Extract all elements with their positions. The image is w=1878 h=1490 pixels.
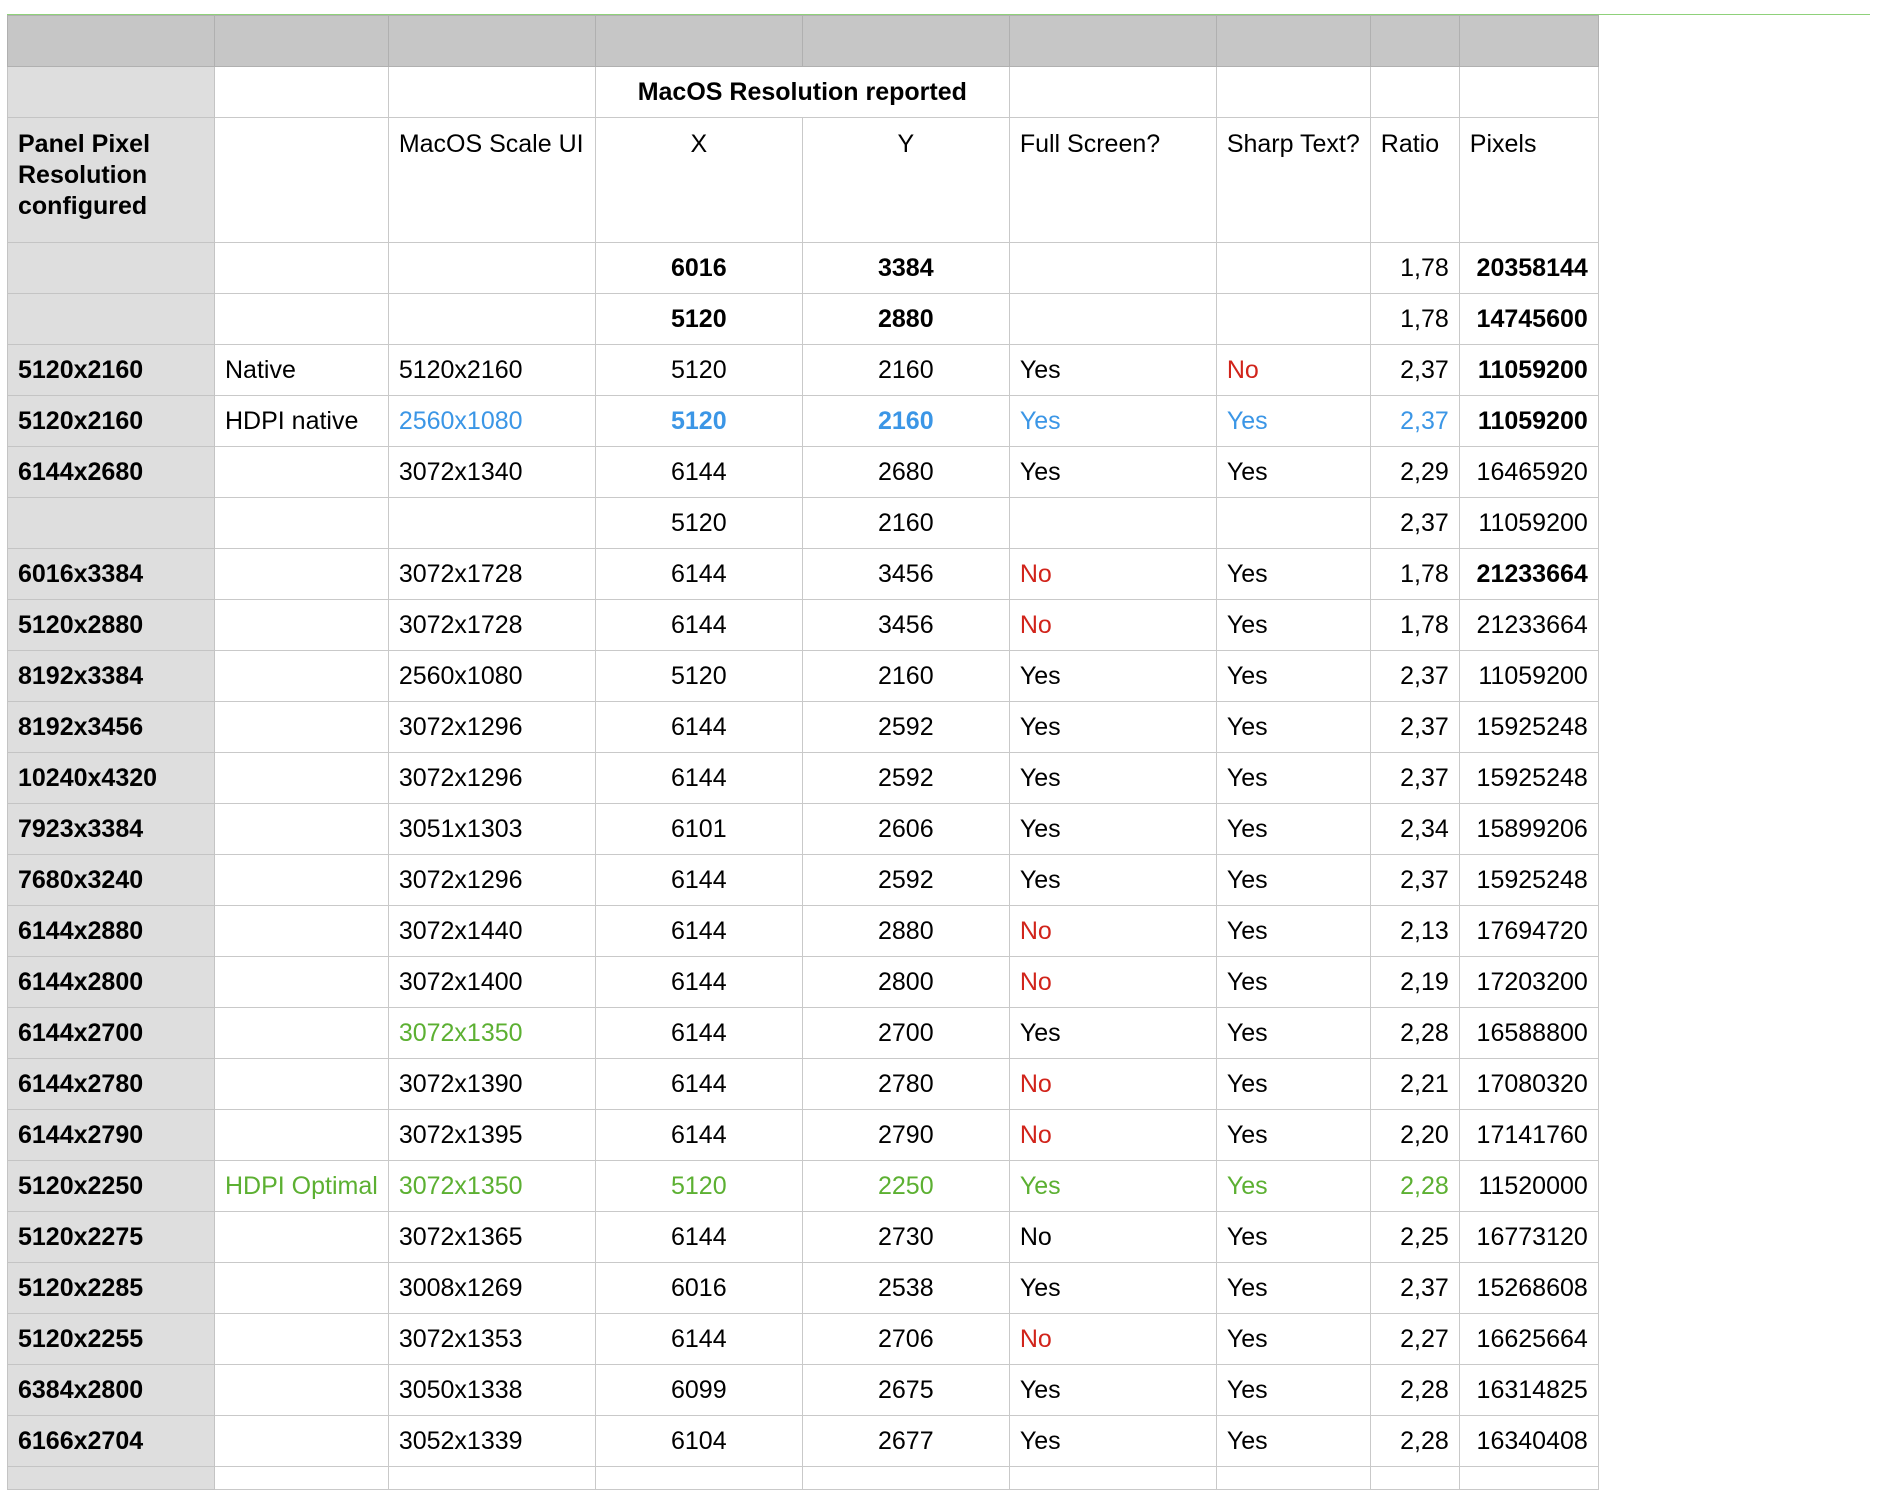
sharp-text-cell[interactable]: Yes (1216, 1059, 1370, 1110)
panel-resolution-cell[interactable]: 6384x2800 (8, 1365, 215, 1416)
full-screen-cell[interactable]: Yes (1009, 396, 1216, 447)
sharp-text-cell[interactable]: Yes (1216, 1365, 1370, 1416)
y-cell[interactable]: 2160 (802, 651, 1009, 702)
pixels-cell[interactable]: 11059200 (1459, 396, 1598, 447)
full-screen-cell[interactable]: Yes (1009, 1263, 1216, 1314)
table-row (8, 1059, 1599, 1110)
table-row (8, 1110, 1599, 1161)
x-cell[interactable]: 6101 (595, 804, 802, 855)
full-screen-cell[interactable]: No (1009, 600, 1216, 651)
full-screen-cell[interactable] (1009, 294, 1216, 345)
ratio-cell[interactable]: 1,78 (1370, 294, 1459, 345)
pixels-cell[interactable]: 16465920 (1459, 447, 1598, 498)
panel-resolution-cell[interactable]: 10240x4320 (8, 753, 215, 804)
partial-bottom-row (8, 1467, 1599, 1490)
macos-resolution-title[interactable]: MacOS Resolution reported (595, 67, 1009, 118)
y-cell[interactable]: 2250 (802, 1161, 1009, 1212)
panel-resolution-cell[interactable]: 6144x2780 (8, 1059, 215, 1110)
label-cell[interactable] (215, 855, 389, 906)
full-screen-cell[interactable]: No (1009, 1314, 1216, 1365)
label-cell[interactable]: HDPI Optimal (215, 1161, 389, 1212)
y-cell[interactable]: 3456 (802, 600, 1009, 651)
sharp-text-cell[interactable]: Yes (1216, 1212, 1370, 1263)
header-x[interactable]: X (595, 118, 802, 243)
pixels-cell[interactable]: 17080320 (1459, 1059, 1598, 1110)
full-screen-cell[interactable]: Yes (1009, 1416, 1216, 1467)
scale-ui-cell[interactable]: 3072x1296 (388, 753, 595, 804)
x-cell[interactable]: 6016 (595, 1263, 802, 1314)
column-header-row (8, 118, 1599, 243)
header-pixels[interactable]: Pixels (1459, 118, 1598, 243)
full-screen-cell[interactable]: Yes (1009, 1161, 1216, 1212)
pixels-cell[interactable]: 15925248 (1459, 855, 1598, 906)
x-cell[interactable]: 6144 (595, 1110, 802, 1161)
label-cell[interactable] (215, 498, 389, 549)
cell[interactable] (1216, 16, 1370, 67)
pixels-cell[interactable]: 17694720 (1459, 906, 1598, 957)
sharp-text-cell[interactable]: Yes (1216, 855, 1370, 906)
table-row (8, 651, 1599, 702)
table-row (8, 1416, 1599, 1467)
y-cell[interactable]: 2700 (802, 1008, 1009, 1059)
ratio-cell[interactable]: 2,13 (1370, 906, 1459, 957)
pixels-cell[interactable]: 17203200 (1459, 957, 1598, 1008)
panel-resolution-cell[interactable] (8, 498, 215, 549)
scale-ui-cell[interactable]: 5120x2160 (388, 345, 595, 396)
ratio-cell[interactable]: 2,37 (1370, 498, 1459, 549)
ratio-cell[interactable]: 2,28 (1370, 1416, 1459, 1467)
full-screen-cell[interactable]: Yes (1009, 753, 1216, 804)
cell[interactable] (215, 67, 389, 118)
y-cell[interactable]: 2592 (802, 702, 1009, 753)
x-cell[interactable]: 6144 (595, 447, 802, 498)
x-cell[interactable]: 6099 (595, 1365, 802, 1416)
ratio-cell[interactable]: 1,78 (1370, 243, 1459, 294)
panel-resolution-cell[interactable]: 6144x2880 (8, 906, 215, 957)
sharp-text-cell[interactable]: Yes (1216, 396, 1370, 447)
panel-resolution-cell[interactable]: 6144x2700 (8, 1008, 215, 1059)
ratio-cell[interactable]: 2,34 (1370, 804, 1459, 855)
table-row (8, 804, 1599, 855)
full-screen-cell[interactable]: No (1009, 1110, 1216, 1161)
table-row (8, 600, 1599, 651)
cell[interactable] (595, 1467, 802, 1490)
ratio-cell[interactable]: 1,78 (1370, 600, 1459, 651)
pixels-cell[interactable]: 11059200 (1459, 498, 1598, 549)
table-row (8, 906, 1599, 957)
full-screen-cell[interactable]: Yes (1009, 855, 1216, 906)
panel-resolution-cell[interactable]: 7680x3240 (8, 855, 215, 906)
full-screen-cell[interactable]: No (1009, 957, 1216, 1008)
panel-resolution-cell[interactable]: 5120x2160 (8, 345, 215, 396)
full-screen-cell[interactable]: No (1009, 549, 1216, 600)
label-cell[interactable] (215, 702, 389, 753)
ratio-cell[interactable]: 2,25 (1370, 1212, 1459, 1263)
y-cell[interactable]: 2675 (802, 1365, 1009, 1416)
label-cell[interactable] (215, 1008, 389, 1059)
panel-resolution-cell[interactable]: 5120x2250 (8, 1161, 215, 1212)
y-cell[interactable]: 3456 (802, 549, 1009, 600)
scale-ui-cell[interactable]: 3008x1269 (388, 1263, 595, 1314)
table-row (8, 1365, 1599, 1416)
panel-resolution-cell[interactable]: 6144x2680 (8, 447, 215, 498)
ratio-cell[interactable]: 2,20 (1370, 1110, 1459, 1161)
full-screen-cell[interactable]: Yes (1009, 651, 1216, 702)
sharp-text-cell[interactable]: Yes (1216, 549, 1370, 600)
y-cell[interactable]: 2606 (802, 804, 1009, 855)
header-sharp-text[interactable]: Sharp Text? (1216, 118, 1370, 243)
pixels-cell[interactable]: 15899206 (1459, 804, 1598, 855)
table-row (8, 1314, 1599, 1365)
cell[interactable] (595, 16, 802, 67)
resolution-table (7, 15, 1599, 1490)
pixels-cell[interactable]: 15925248 (1459, 702, 1598, 753)
x-cell[interactable]: 6144 (595, 753, 802, 804)
scale-ui-cell[interactable]: 3072x1353 (388, 1314, 595, 1365)
sharp-text-cell[interactable] (1216, 294, 1370, 345)
scale-ui-cell[interactable]: 3072x1296 (388, 855, 595, 906)
pixels-cell[interactable]: 15268608 (1459, 1263, 1598, 1314)
cell[interactable] (388, 16, 595, 67)
panel-resolution-cell[interactable]: 6144x2800 (8, 957, 215, 1008)
x-cell[interactable]: 6144 (595, 600, 802, 651)
sharp-text-cell[interactable]: Yes (1216, 702, 1370, 753)
x-cell[interactable]: 6144 (595, 702, 802, 753)
pixels-cell[interactable]: 21233664 (1459, 600, 1598, 651)
y-cell[interactable]: 2800 (802, 957, 1009, 1008)
cell[interactable] (1009, 67, 1216, 118)
x-cell[interactable]: 5120 (595, 498, 802, 549)
y-cell[interactable]: 2160 (802, 396, 1009, 447)
sharp-text-cell[interactable]: No (1216, 345, 1370, 396)
x-cell[interactable]: 6144 (595, 1059, 802, 1110)
scale-ui-cell[interactable]: 3072x1728 (388, 600, 595, 651)
scale-ui-cell[interactable] (388, 243, 595, 294)
label-cell[interactable]: Native (215, 345, 389, 396)
cell[interactable] (8, 1467, 215, 1490)
label-cell[interactable] (215, 1263, 389, 1314)
table-row (8, 243, 1599, 294)
cell[interactable] (1216, 1467, 1370, 1490)
ratio-cell[interactable]: 2,28 (1370, 1008, 1459, 1059)
label-cell[interactable] (215, 1110, 389, 1161)
y-cell[interactable]: 3384 (802, 243, 1009, 294)
full-screen-cell[interactable]: Yes (1009, 447, 1216, 498)
scale-ui-cell[interactable]: 3072x1390 (388, 1059, 595, 1110)
scale-ui-cell[interactable]: 3050x1338 (388, 1365, 595, 1416)
full-screen-cell[interactable]: Yes (1009, 804, 1216, 855)
ratio-cell[interactable]: 2,29 (1370, 447, 1459, 498)
scale-ui-cell[interactable]: 3072x1728 (388, 549, 595, 600)
sharp-text-cell[interactable]: Yes (1216, 1110, 1370, 1161)
y-cell[interactable]: 2706 (802, 1314, 1009, 1365)
label-cell[interactable] (215, 753, 389, 804)
table-row (8, 1161, 1599, 1212)
cell[interactable] (1370, 16, 1459, 67)
scale-ui-cell[interactable]: 3072x1350 (388, 1161, 595, 1212)
y-cell[interactable]: 2680 (802, 447, 1009, 498)
pixels-cell[interactable]: 17141760 (1459, 1110, 1598, 1161)
sharp-text-cell[interactable]: Yes (1216, 447, 1370, 498)
y-cell[interactable]: 2880 (802, 906, 1009, 957)
table-row (8, 396, 1599, 447)
sharp-text-cell[interactable]: Yes (1216, 600, 1370, 651)
table-row (8, 1008, 1599, 1059)
header-macos-scale-ui[interactable]: MacOS Scale UI (388, 118, 595, 243)
pixels-cell[interactable]: 11520000 (1459, 1161, 1598, 1212)
ratio-cell[interactable]: 2,27 (1370, 1314, 1459, 1365)
scale-ui-cell[interactable] (388, 294, 595, 345)
cell[interactable] (1459, 16, 1598, 67)
y-cell[interactable]: 2592 (802, 753, 1009, 804)
pixels-cell[interactable]: 11059200 (1459, 651, 1598, 702)
scale-ui-cell[interactable]: 3072x1350 (388, 1008, 595, 1059)
cell[interactable] (1009, 16, 1216, 67)
x-cell[interactable]: 6144 (595, 1212, 802, 1263)
full-screen-cell[interactable] (1009, 498, 1216, 549)
scale-ui-cell[interactable]: 2560x1080 (388, 396, 595, 447)
pixels-cell[interactable]: 16340408 (1459, 1416, 1598, 1467)
cell[interactable] (802, 16, 1009, 67)
scale-ui-cell[interactable]: 3052x1339 (388, 1416, 595, 1467)
x-cell[interactable]: 6144 (595, 549, 802, 600)
table-row (8, 1212, 1599, 1263)
panel-resolution-cell[interactable]: 6144x2790 (8, 1110, 215, 1161)
pixels-cell[interactable]: 16314825 (1459, 1365, 1598, 1416)
ratio-cell[interactable]: 2,37 (1370, 702, 1459, 753)
table-row (8, 855, 1599, 906)
scale-ui-cell[interactable]: 3072x1440 (388, 906, 595, 957)
ratio-cell[interactable]: 1,78 (1370, 549, 1459, 600)
y-cell[interactable]: 2780 (802, 1059, 1009, 1110)
cell[interactable] (1370, 1467, 1459, 1490)
x-cell[interactable]: 5120 (595, 345, 802, 396)
header-panel-pixel-resolution[interactable]: Panel Pixel Resolution configured (8, 118, 215, 243)
cell[interactable] (215, 16, 389, 67)
x-cell[interactable]: 6144 (595, 957, 802, 1008)
y-cell[interactable]: 2730 (802, 1212, 1009, 1263)
y-cell[interactable]: 2592 (802, 855, 1009, 906)
label-cell[interactable] (215, 600, 389, 651)
sharp-text-cell[interactable]: Yes (1216, 1416, 1370, 1467)
scale-ui-cell[interactable] (388, 498, 595, 549)
scale-ui-cell[interactable]: 3051x1303 (388, 804, 595, 855)
header-ratio[interactable]: Ratio (1370, 118, 1459, 243)
header-full-screen[interactable]: Full Screen? (1009, 118, 1216, 243)
scale-ui-cell[interactable]: 3072x1365 (388, 1212, 595, 1263)
scale-ui-cell[interactable]: 3072x1340 (388, 447, 595, 498)
table-row (8, 447, 1599, 498)
full-screen-cell[interactable]: Yes (1009, 1008, 1216, 1059)
ratio-cell[interactable]: 2,21 (1370, 1059, 1459, 1110)
label-cell[interactable] (215, 549, 389, 600)
full-screen-cell[interactable]: No (1009, 1212, 1216, 1263)
cell[interactable] (1216, 67, 1370, 118)
cell[interactable] (1459, 1467, 1598, 1490)
label-cell[interactable]: HDPI native (215, 396, 389, 447)
pixels-cell[interactable]: 21233664 (1459, 549, 1598, 600)
full-screen-cell[interactable] (1009, 243, 1216, 294)
table-row (8, 294, 1599, 345)
title-row (8, 67, 1599, 118)
ratio-cell[interactable]: 2,37 (1370, 396, 1459, 447)
label-cell[interactable] (215, 957, 389, 1008)
table-row (8, 957, 1599, 1008)
panel-resolution-cell[interactable] (8, 294, 215, 345)
pixels-cell[interactable]: 20358144 (1459, 243, 1598, 294)
scale-ui-cell[interactable]: 2560x1080 (388, 651, 595, 702)
sharp-text-cell[interactable]: Yes (1216, 1263, 1370, 1314)
ratio-cell[interactable]: 2,19 (1370, 957, 1459, 1008)
panel-resolution-cell[interactable]: 5120x2275 (8, 1212, 215, 1263)
full-screen-cell[interactable]: No (1009, 1059, 1216, 1110)
x-cell[interactable]: 5120 (595, 651, 802, 702)
x-cell[interactable]: 6104 (595, 1416, 802, 1467)
x-cell[interactable]: 6144 (595, 1314, 802, 1365)
panel-resolution-cell[interactable]: 5120x2285 (8, 1263, 215, 1314)
panel-resolution-cell[interactable]: 5120x2255 (8, 1314, 215, 1365)
y-cell[interactable]: 2538 (802, 1263, 1009, 1314)
sharp-text-cell[interactable]: Yes (1216, 804, 1370, 855)
sharp-text-cell[interactable]: Yes (1216, 651, 1370, 702)
label-cell[interactable] (215, 906, 389, 957)
table-row (8, 345, 1599, 396)
x-cell[interactable]: 6016 (595, 243, 802, 294)
x-cell[interactable]: 6144 (595, 906, 802, 957)
ratio-cell[interactable]: 2,37 (1370, 855, 1459, 906)
label-cell[interactable] (215, 1365, 389, 1416)
table-row (8, 498, 1599, 549)
scale-ui-cell[interactable]: 3072x1400 (388, 957, 595, 1008)
full-screen-cell[interactable]: Yes (1009, 1365, 1216, 1416)
cell[interactable] (8, 16, 215, 67)
ratio-cell[interactable]: 2,28 (1370, 1365, 1459, 1416)
sharp-text-cell[interactable] (1216, 243, 1370, 294)
label-cell[interactable] (215, 651, 389, 702)
y-cell[interactable]: 2160 (802, 345, 1009, 396)
table-row (8, 753, 1599, 804)
panel-resolution-cell[interactable]: 6166x2704 (8, 1416, 215, 1467)
table-row (8, 549, 1599, 600)
ratio-cell[interactable]: 2,37 (1370, 1263, 1459, 1314)
full-screen-cell[interactable]: No (1009, 906, 1216, 957)
header-band-row (8, 16, 1599, 67)
header-label[interactable] (215, 118, 389, 243)
cell[interactable] (8, 67, 215, 118)
sharp-text-cell[interactable] (1216, 498, 1370, 549)
x-cell[interactable]: 6144 (595, 855, 802, 906)
table-row (8, 1263, 1599, 1314)
header-y[interactable]: Y (802, 118, 1009, 243)
table-row (8, 702, 1599, 753)
pixels-cell[interactable]: 11059200 (1459, 345, 1598, 396)
x-cell[interactable]: 6144 (595, 1008, 802, 1059)
scale-ui-cell[interactable]: 3072x1395 (388, 1110, 595, 1161)
pixels-cell[interactable]: 14745600 (1459, 294, 1598, 345)
x-cell[interactable]: 5120 (595, 1161, 802, 1212)
cell[interactable] (388, 67, 595, 118)
pixels-cell[interactable]: 15925248 (1459, 753, 1598, 804)
sharp-text-cell[interactable]: Yes (1216, 1314, 1370, 1365)
y-cell[interactable]: 2880 (802, 294, 1009, 345)
panel-resolution-cell[interactable] (8, 243, 215, 294)
ratio-cell[interactable]: 2,37 (1370, 753, 1459, 804)
pixels-cell[interactable]: 16773120 (1459, 1212, 1598, 1263)
cell[interactable] (1009, 1467, 1216, 1490)
y-cell[interactable]: 2677 (802, 1416, 1009, 1467)
label-cell[interactable] (215, 294, 389, 345)
pixels-cell[interactable]: 16625664 (1459, 1314, 1598, 1365)
label-cell[interactable] (215, 1212, 389, 1263)
x-cell[interactable]: 5120 (595, 396, 802, 447)
label-cell[interactable] (215, 1059, 389, 1110)
full-screen-cell[interactable]: Yes (1009, 702, 1216, 753)
label-cell[interactable] (215, 804, 389, 855)
sharp-text-cell[interactable]: Yes (1216, 1008, 1370, 1059)
panel-resolution-cell[interactable]: 6016x3384 (8, 549, 215, 600)
ratio-cell[interactable]: 2,37 (1370, 345, 1459, 396)
sharp-text-cell[interactable]: Yes (1216, 1161, 1370, 1212)
y-cell[interactable]: 2790 (802, 1110, 1009, 1161)
cell[interactable] (1370, 67, 1459, 118)
ratio-cell[interactable]: 2,37 (1370, 651, 1459, 702)
scale-ui-cell[interactable]: 3072x1296 (388, 702, 595, 753)
full-screen-cell[interactable]: Yes (1009, 345, 1216, 396)
cell[interactable] (802, 1467, 1009, 1490)
cell[interactable] (1459, 67, 1598, 118)
cell[interactable] (388, 1467, 595, 1490)
cell[interactable] (215, 1467, 389, 1490)
pixels-cell[interactable]: 16588800 (1459, 1008, 1598, 1059)
x-cell[interactable]: 5120 (595, 294, 802, 345)
sharp-text-cell[interactable]: Yes (1216, 957, 1370, 1008)
panel-resolution-cell[interactable]: 8192x3456 (8, 702, 215, 753)
ratio-cell[interactable]: 2,28 (1370, 1161, 1459, 1212)
label-cell[interactable] (215, 1314, 389, 1365)
sharp-text-cell[interactable]: Yes (1216, 753, 1370, 804)
sharp-text-cell[interactable]: Yes (1216, 906, 1370, 957)
panel-resolution-cell[interactable]: 7923x3384 (8, 804, 215, 855)
label-cell[interactable] (215, 1416, 389, 1467)
panel-resolution-cell[interactable]: 8192x3384 (8, 651, 215, 702)
label-cell[interactable] (215, 243, 389, 294)
panel-resolution-cell[interactable]: 5120x2880 (8, 600, 215, 651)
panel-resolution-cell[interactable]: 5120x2160 (8, 396, 215, 447)
label-cell[interactable] (215, 447, 389, 498)
y-cell[interactable]: 2160 (802, 498, 1009, 549)
